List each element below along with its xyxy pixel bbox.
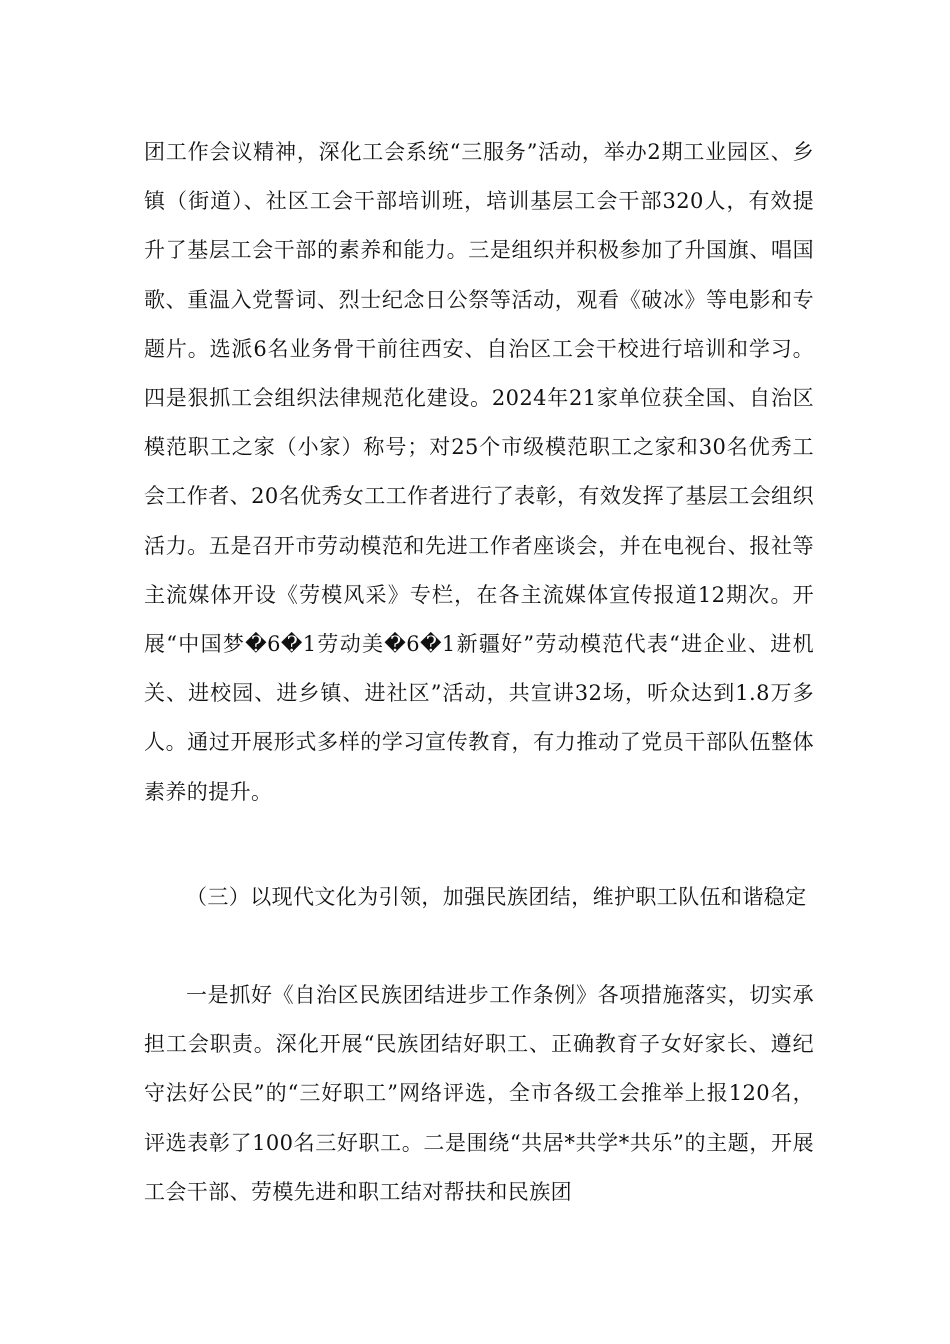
section-paragraph: 一是抓好《自治区民族团结进步工作条例》各项措施落实，切实承担工会职责。深化开展“民族团结好职工、正确教育子女好家长、遵纪守法好公民”的“三好职工”网络评选，全市各级工会推举上报120名，评选表彰了100名三好职工。二是围绕“共居*共学*共乐”的主题，开展工会干部、劳模先进和职工结对帮扶和民族团	[144, 983, 814, 1204]
section-heading: （三）以现代文化为引领，加强民族团结，维护职工队伍和谐稳定	[186, 885, 807, 909]
section-heading-container	[144, 873, 814, 922]
body-text-container	[144, 128, 814, 817]
body-paragraph: 团工作会议精神，深化工会系统“三服务”活动，举办2期工业园区、乡镇（街道）、社区工会干部培训班，培训基层工会干部320人，有效提升了基层工会干部的素养和能力。三是组织并积极参加了升国旗、唱国歌、重温入党誓词、烈士纪念日公祭等活动，观看《破冰》等电影和专题片。选派6名业务骨干前往西安、自治区工会干校进行培训和学习。四是狠抓工会组织法律规范化建设。2024年21家单位获全国、自治区模范职工之家（小家）称号；对25个市级模范职工之家和30名优秀工会工作者、20名优秀女工工作者进行了表彰，有效发挥了基层工会组织活力。五是召开市劳动模范和先进工作者座谈会，并在电视台、报社等主流媒体开设《劳模风采》专栏，在各主流媒体宣传报道12期次。开展“中国梦�6�1劳动美�6�1新疆好”劳动模范代表“进企业、进机关、进校园、进乡镇、进社区”活动，共宣讲32场，听众达到1.8万多人。通过开展形式多样的学习宣传教育，有力推动了党员干部队伍整体素养的提升。	[144, 140, 814, 804]
section-body-container	[144, 971, 814, 1217]
